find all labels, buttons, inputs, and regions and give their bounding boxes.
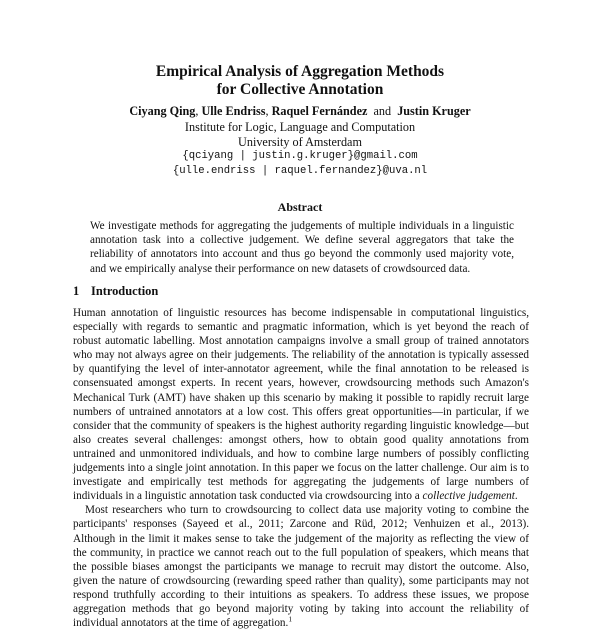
- paragraph-text: Most researchers who turn to crowdsourcing to collect data use majority voting to combine the participants' responses (Sayeed et al., 2011; Zarcone and Rüd, 2012; Venhuizen et al., 2013). Although in the limit it makes sense to take the judgement of the majority as reflecting the view of the community, in practice we cannot reach out to the full population of speakers, which means that the possible biases amongst the participants we manage to recruit may distort the outcome. Also, given the nature of crowdsourcing (rewarding speed rather than quality), some participants may not respond truthfully according to their intuitions as speakers. To address these issues, we propose aggregation methods that go beyond majority voting by taking into account the reliability of individual annotators at the time of aggregation.: [73, 504, 529, 630]
- author-list: [0, 103, 600, 119]
- author-name: Justin Kruger: [397, 104, 471, 118]
- paragraph-text: .: [514, 490, 518, 503]
- abstract-heading: Abstract: [277, 200, 323, 214]
- affiliation-institute: Institute for Logic, Language and Computation: [184, 120, 416, 134]
- author-separator: ,: [265, 104, 272, 118]
- footnote-marker: 1: [288, 614, 293, 624]
- author-name: Ciyang Qing: [129, 104, 196, 118]
- abstract-text: We investigate methods for aggregating the judgements of multiple individuals in a linguistic annotation task into a collective judgement. We define several aggregators that take the reliability of annotators into account and thus go beyond the commonly used majority vote, and we empirically analyse their performance on new datasets of crowdsourced data.: [90, 220, 514, 275]
- body-text: [73, 306, 529, 630]
- author-separator: and: [367, 104, 398, 118]
- affiliation-university: University of Amsterdam: [238, 135, 362, 149]
- paper-title-line-2: for Collective Annotation: [216, 81, 384, 98]
- emphasized-term: collective judgement: [422, 490, 515, 503]
- paragraph-text: Human annotation of linguistic resources has become indispensable in computational linguistics, especially with regards to semantic and pragmatic information, which is yet beyond the reach of robust automatic labelling. Most annotation campaigns involve a small group of trained annotators who may not always agree on their judgements. The reliability of the annotation is typically assessed by quantifying the level of inter-annotator agreement, while the final annotation to be released is consensuated amongst experts. In recent years, however, crowdsourcing methods such Amazon's Mechanical Turk (AMT) have shaken up this scenario by making it possible to rapidly recruit large numbers of untrained annotators at a low cost. This offers great opportunities—in particular, if we consider that the community of speakers is the highest authority regarding linguistic knowledge—but also creates several challenges: amongst others, how to obtain good quality annotations from untrained and unmonitored individuals, and how to combine large numbers of possibly conflicting judgements into a single joint annotation. In this paper we focus on the latter challenge. Our aim is to investigate and empirically test methods for aggregating the judgements of large numbers of individuals in a linguistic annotation task conducted via crowdsourcing into a: [73, 307, 529, 503]
- section-heading: [73, 283, 158, 299]
- author-name: Ulle Endriss: [201, 104, 266, 118]
- paragraph: [73, 503, 529, 630]
- paragraph: [73, 306, 529, 503]
- section-title: Introduction: [91, 284, 159, 298]
- paper-title-line-1: Empirical Analysis of Aggregation Methods: [155, 63, 445, 80]
- author-emails-uva: {ulle.endriss | raquel.fernandez}@uva.nl: [172, 165, 428, 177]
- author-emails-gmail: {qciyang | justin.g.kruger}@gmail.com: [182, 150, 418, 162]
- author-separator: ,: [195, 104, 202, 118]
- author-name: Raquel Fernández: [271, 104, 368, 118]
- section-number: 1: [73, 284, 80, 298]
